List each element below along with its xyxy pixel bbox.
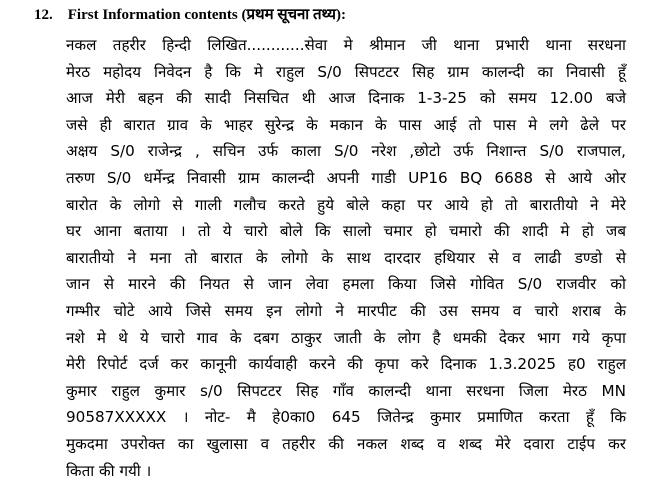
fir-line: नकल तहरीर हिन्दी लिखित............सेवा मे श्रीमान जी थाना प्रभारी थाना सरधना [66, 36, 626, 54]
fir-line: अक्षय S/0 राजेन्द्र , सचिन उर्फ काला S/0 नरेश ,छोटो उर्फ निशान्त S/0 राजपाल, [66, 142, 626, 161]
fir-line: तरुण S/0 धर्मेन्द्र निवासी ग्राम कालन्दी अपनी गाडी UP16 BQ 6688 से आये ओर [66, 168, 626, 187]
section-number: 12. [34, 7, 53, 23]
fir-line: बारातीयो ने मना तो बारात के लोगो के साथ दारदार हथियार से व लाढी डण्डो से [66, 248, 626, 267]
fir-line: नशे मे थे ये चारो गाव के दबग ठाकुर जाती के लोग है धमकी देकर भाग गये कृपा [66, 328, 626, 347]
fir-line: आज मेरी बहन की सादी निसचित थी आज दिनाक 1-3-25 को समय 12.00 बजे [66, 89, 626, 108]
fir-line: कुमार राहुल कुमार s/0 सिपटटर सिह गाँव कालन्दी थाना सरधना जिला मेरठ MN [66, 381, 626, 400]
section-heading [34, 4, 346, 24]
fir-line: मुकदमा उपरोक्त का खुलासा व तहरीर की नकल शब्द व शब्द मेरे दवारा टाईप कर [66, 434, 626, 453]
section-title: First Information contents (प्रथम सूचना तथ्य): [67, 7, 346, 23]
fir-line: जान से मारने की नियत से जान लेवा हमला किया जिसे गोवित S/0 राजवीर को [66, 275, 626, 294]
fir-line: मेरी रिपोर्ट दर्ज कर कानूनी कार्यवाही करने की कृपा करे दिनाक 1.3.2025 ह0 राहुल [66, 355, 626, 374]
fir-line: 90587XXXXX । नोट- मै हे0का0 645 जितेन्द्र कुमार प्रमाणित करता हूँ कि [66, 408, 626, 427]
fir-line: जसे ही बारात ग्राव के भाहर सुरेन्द्र के मकान के पास आई तो पास मे लगे ढेले पर [66, 115, 626, 134]
fir-body-text [66, 32, 626, 484]
fir-line: बारोत के लोगो से गाली गलौच करते हुये बोले कहा पर आये हो तो बारातीयो ने मेरे [66, 195, 626, 214]
fir-line: घर आना बताया । तो ये चारो बोले कि सालो चमार हो चमारो की शादी मे हो जब [66, 222, 626, 241]
fir-line: गम्भीर चोटे आये जिसे समय इन लोगो ने मारपीट की उस समय व चारो शराब के [66, 301, 626, 320]
fir-line: मेरठ महोदय निवेदन है कि मे राहुल S/0 सिपटटर सिह ग्राम कालन्दी का निवासी हूँ [66, 62, 626, 81]
fir-line: किता की गयी । [66, 461, 152, 480]
